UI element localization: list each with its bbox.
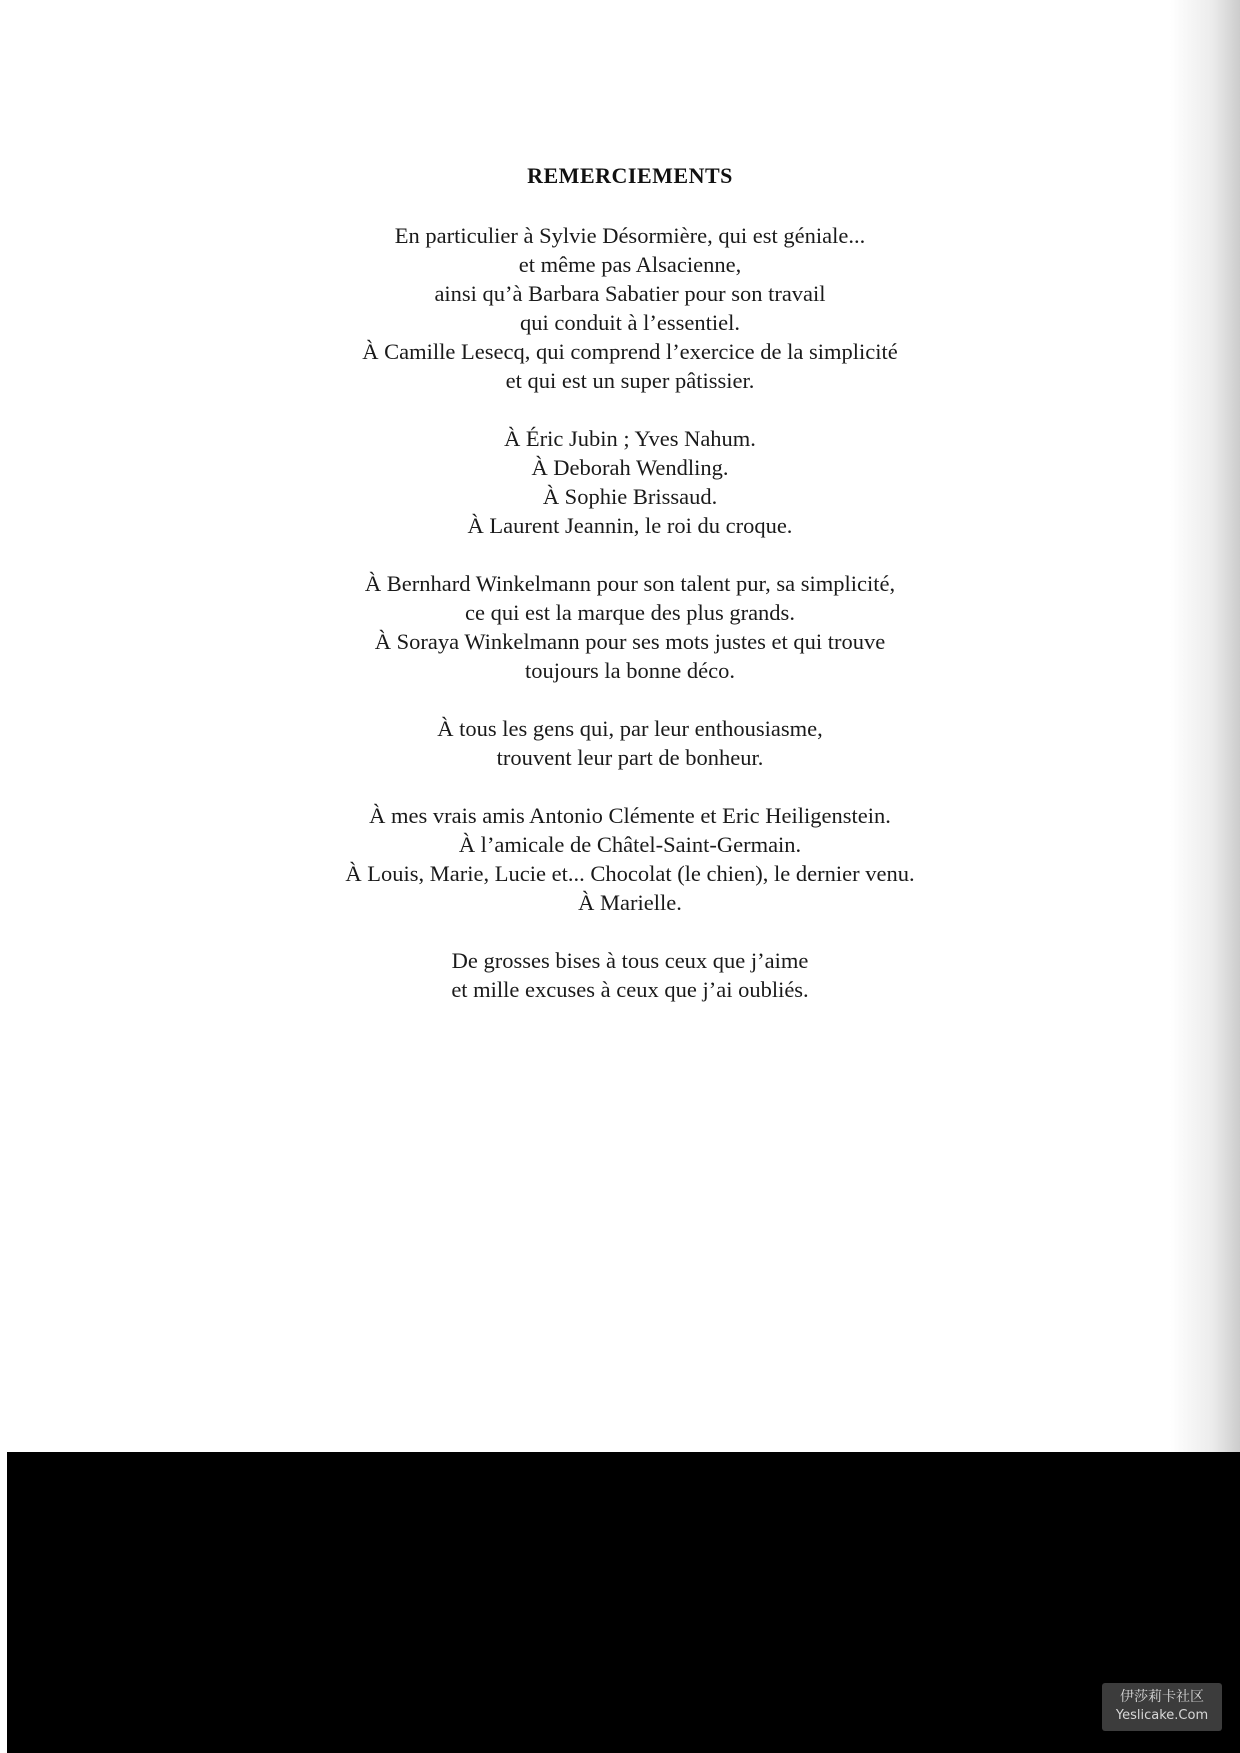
text-line: À Camille Lesecq, qui comprend l’exercice de la simplicité bbox=[362, 339, 898, 364]
text-line: À Marielle. bbox=[578, 890, 682, 915]
text-line: ce qui est la marque des plus grands. bbox=[465, 600, 795, 625]
text-line: qui conduit à l’essentiel. bbox=[520, 310, 740, 335]
text-line: De grosses bises à tous ceux que j’aime bbox=[451, 948, 809, 973]
page-title: REMERCIEMENTS bbox=[527, 163, 733, 188]
text-line: À Sophie Brissaud. bbox=[542, 484, 718, 509]
paragraph-6 bbox=[0, 946, 1240, 1004]
paragraph-2 bbox=[0, 424, 1240, 540]
text-line: et qui est un super pâtissier. bbox=[505, 368, 755, 393]
text-line: À tous les gens qui, par leur enthousiasme, bbox=[437, 716, 823, 741]
text-line: À l’amicale de Châtel-Saint-Germain. bbox=[458, 832, 802, 857]
text-line: À Louis, Marie, Lucie et... Chocolat (le chien), le dernier venu. bbox=[345, 861, 915, 886]
paragraph-3 bbox=[0, 569, 1240, 685]
text-line: À Bernhard Winkelmann pour son talent pur, sa simplicité, bbox=[364, 571, 896, 596]
watermark-logo bbox=[1102, 1683, 1222, 1731]
text-line: trouvent leur part de bonheur. bbox=[496, 745, 764, 770]
watermark-url: Yeslicake.Com bbox=[1115, 1708, 1209, 1723]
text-line: À Deborah Wendling. bbox=[531, 455, 729, 480]
text-line: et mille excuses à ceux que j’ai oubliés. bbox=[451, 977, 809, 1002]
paragraph-4 bbox=[0, 714, 1240, 772]
paragraph-5 bbox=[0, 801, 1240, 917]
text-line: À Laurent Jeannin, le roi du croque. bbox=[467, 513, 793, 538]
acknowledgements-body bbox=[0, 221, 1240, 1033]
text-line: et même pas Alsacienne, bbox=[518, 252, 742, 277]
text-line: toujours la bonne déco. bbox=[525, 658, 735, 683]
text-line: À Soraya Winkelmann pour ses mots justes et qui trouve bbox=[374, 629, 886, 654]
text-line: En particulier à Sylvie Désormière, qui est géniale... bbox=[394, 223, 866, 248]
text-line: À mes vrais amis Antonio Clémente et Eric Heiligenstein. bbox=[369, 803, 891, 828]
paragraph-1 bbox=[0, 221, 1240, 395]
scan-black-band bbox=[7, 1452, 1240, 1753]
text-line: ainsi qu’à Barbara Sabatier pour son travail bbox=[434, 281, 826, 306]
watermark-title: 伊莎莉卡社区 bbox=[1120, 1689, 1204, 1705]
text-line: À Éric Jubin ; Yves Nahum. bbox=[504, 426, 756, 451]
